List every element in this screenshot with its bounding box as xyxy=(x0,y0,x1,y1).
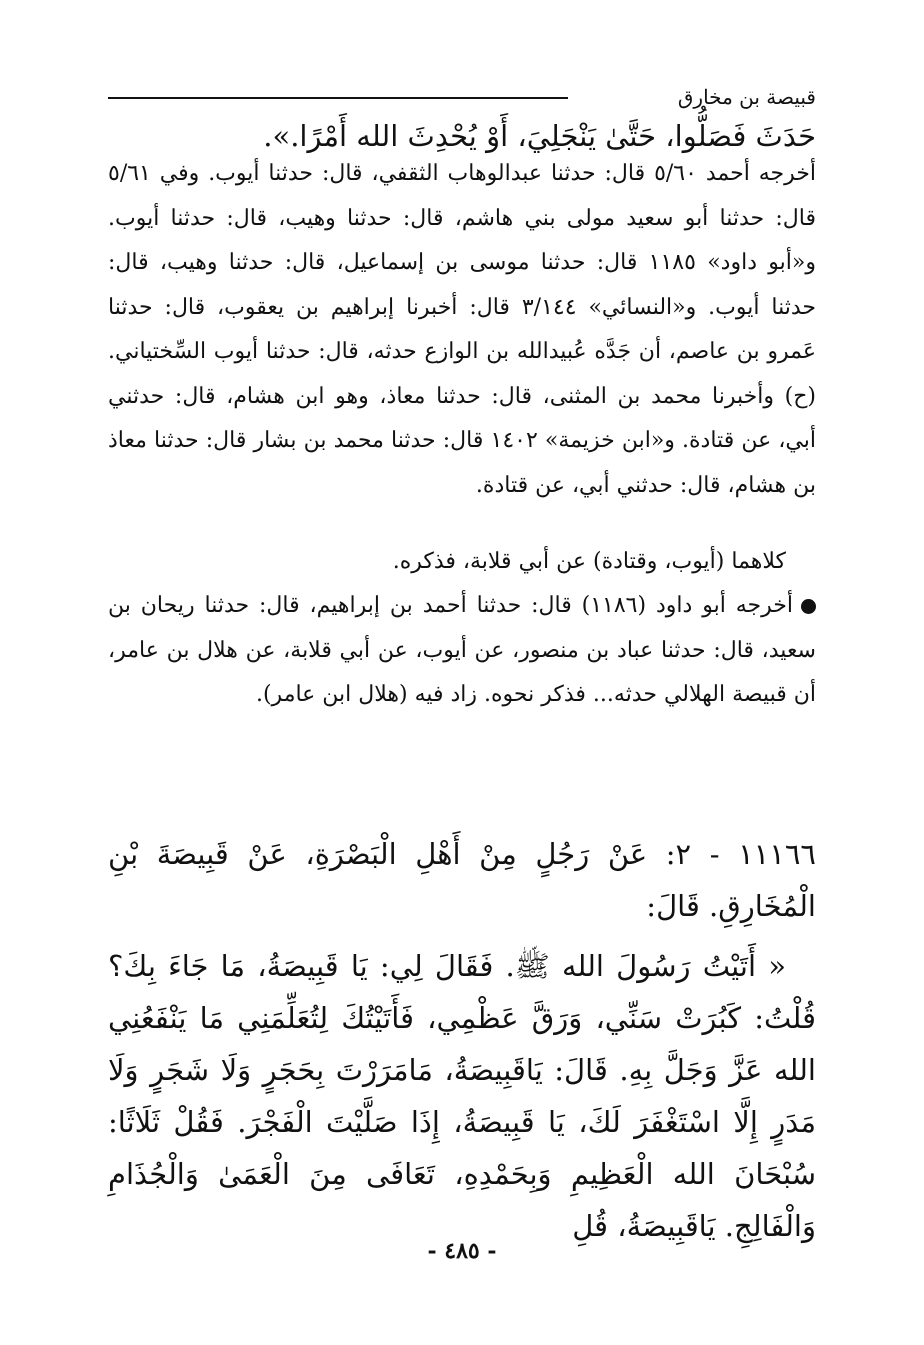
header-rule xyxy=(108,97,568,99)
hadith-heading: ١١١٦٦ - ٢: عَنْ رَجُلٍ مِنْ أَهْلِ الْبَصْرَةِ، عَنْ قَبِيصَةَ بْنِ الْمُخَارِقِ. قَالَ: xyxy=(108,837,816,923)
kilahuma-line: كلاهما (أيوب، وقتادة) عن أبي قلابة، فذكره. xyxy=(392,549,786,574)
page-number: - ٤٨٥ - xyxy=(427,1238,497,1264)
hadith-continuation: حَدَثَ فَصَلُّوا، حَتَّىٰ يَنْجَلِيَ، أَوْ يُحْدِثَ الله أَمْرًا.». xyxy=(263,119,816,153)
takhrij-paragraph: أخرجه أحمد ٥/٦٠ قال: حدثنا عبدالوهاب الثقفي، قال: حدثنا أيوب. وفي ٥/٦١ قال: حدثنا أبو سعيد مولى بني هاشم، قال: حدثنا وهيب، قال: حدثنا أيوب. و«أبو داود» ١١٨٥ قال: حدثنا موسى بن إسماعيل، قال: حدثنا وهيب، قال: حدثنا أيوب. و«النسائي» ٣/١٤٤ قال: أخبرنا إبراهيم بن يعقوب، قال: حدثنا عَمرو بن عاصم، أن جَدَّه عُبيدالله بن الوازع حدثه، قال: حدثنا أيوب السِّختياني. (ح) وأخبرنا محمد بن المثنى، قال: حدثنا معاذ، وهو ابن هشام، قال: حدثني أبي، عن قتادة. و«ابن خزيمة» ١٤٠٢ قال: حدثنا محمد بن بشار قال: حدثنا معاذ بن هشام، قال: حدثني أبي، عن قتادة. xyxy=(108,161,817,498)
running-header xyxy=(108,82,816,112)
hadith-text: « أَتَيْتُ رَسُولَ الله ﷺ. فَقَالَ لِي: يَا قَبِيصَةُ، مَا جَاءَ بِكَ؟ قُلْتُ: كَبُرَتْ سَنِّي، وَرَقَّ عَظْمِي، فَأَتَيْتُكَ لِتُعَلِّمَنِي مَا يَنْفَعُنِي الله عَزَّ وَجَلَّ بِهِ. قَالَ: يَاقَبِيصَةُ، مَامَرَرْتَ بِحَجَرٍ وَلَا شَجَرٍ وَلَا مَدَرٍ إِلَّا اسْتَغْفَرَ لَكَ، يَا قَبِيصَةُ، إِذَا صَلَّيْتَ الْفَجْرَ. فَقُلْ ثَلَاثًا: سُبْحَانَ الله الْعَظِيمِ وَبِحَمْدِهِ، تَعَافَى مِنَ الْعَمَىٰ وَالْجُذَامِ وَالْفَالِجِ. يَاقَبِيصَةُ، قُلِ xyxy=(108,949,816,1243)
bullet-icon xyxy=(801,599,816,614)
takhrij-abu-dawud xyxy=(108,584,816,718)
takhrij-abu-dawud-text: أخرجه أبو داود (١١٨٦) قال: حدثنا أحمد بن إبراهيم، قال: حدثنا ريحان بن سعيد، قال: حدثنا عباد بن منصور، عن أيوب، عن أبي قلابة، عن هلال بن عامر، أن قبيصة الهلالي حدثه... فذكر نحوه. زاد فيه (هلال ابن عامر). xyxy=(108,593,816,707)
header-title: قبيصة بن مخارق xyxy=(677,85,816,109)
